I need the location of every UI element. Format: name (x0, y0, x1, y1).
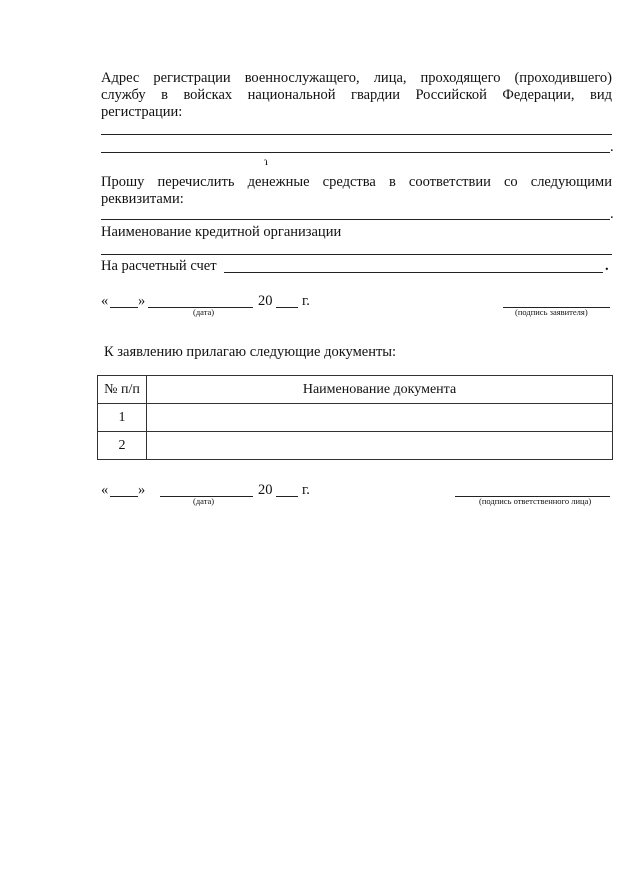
date-year-line[interactable] (276, 307, 298, 308)
row-number: 2 (98, 432, 147, 460)
date2-day-line[interactable] (110, 496, 138, 497)
address-mark: ɿ (264, 154, 268, 168)
date2-quote-close: » (138, 482, 146, 498)
date2-quote-open: « (101, 482, 109, 498)
address-fill-line-2[interactable] (101, 152, 610, 153)
bank-name-fill-line[interactable] (101, 254, 612, 255)
date-quote-close: » (138, 293, 146, 309)
header-document-name: Наименование документа (147, 376, 613, 404)
payment-fill-line[interactable] (101, 219, 610, 220)
bank-name-label: Наименование кредитной организации (101, 224, 342, 240)
row-number: 1 (98, 404, 147, 432)
table-row (98, 404, 613, 432)
date-quote-open: « (101, 293, 109, 309)
date2-year-prefix: 20 (258, 482, 273, 498)
payment-line-1: Прошу перечислить денежные средства в соответствии со следующими (101, 174, 612, 190)
date2-year-line[interactable] (276, 496, 298, 497)
applicant-signature-caption: (подпись заявителя) (515, 307, 588, 317)
address-line-2: службу в войсках национальной гвардии Российской Федерации, вид (101, 87, 612, 103)
date2-caption: (дата) (193, 496, 215, 506)
row-document-name[interactable] (147, 432, 613, 460)
table-row (98, 432, 613, 460)
date-caption: (дата) (193, 307, 215, 317)
date-year-prefix: 20 (258, 293, 273, 309)
address-end-dot: . (610, 139, 614, 155)
date-year-suffix: г. (302, 293, 310, 309)
account-fill-line[interactable] (224, 272, 603, 273)
date-day-line[interactable] (110, 307, 138, 308)
header-number: № п/п (98, 376, 147, 404)
address-line-1: Адрес регистрации военнослужащего, лица, проходящего (проходившего) (101, 70, 612, 86)
date2-year-suffix: г. (302, 482, 310, 498)
table-header-row (98, 376, 613, 404)
documents-table (97, 375, 613, 460)
account-label: На расчетный счет (101, 258, 217, 274)
attachments-intro: К заявлению прилагаю следующие документы: (104, 344, 397, 360)
responsible-signature-caption: (подпись ответственного лица) (479, 496, 592, 506)
payment-end-dot: . (610, 206, 614, 222)
row-document-name[interactable] (147, 404, 613, 432)
address-fill-line-1[interactable] (101, 134, 612, 135)
account-end-dot: . (605, 258, 609, 274)
address-line-3: регистрации: (101, 104, 183, 120)
payment-line-2: реквизитами: (101, 191, 184, 207)
